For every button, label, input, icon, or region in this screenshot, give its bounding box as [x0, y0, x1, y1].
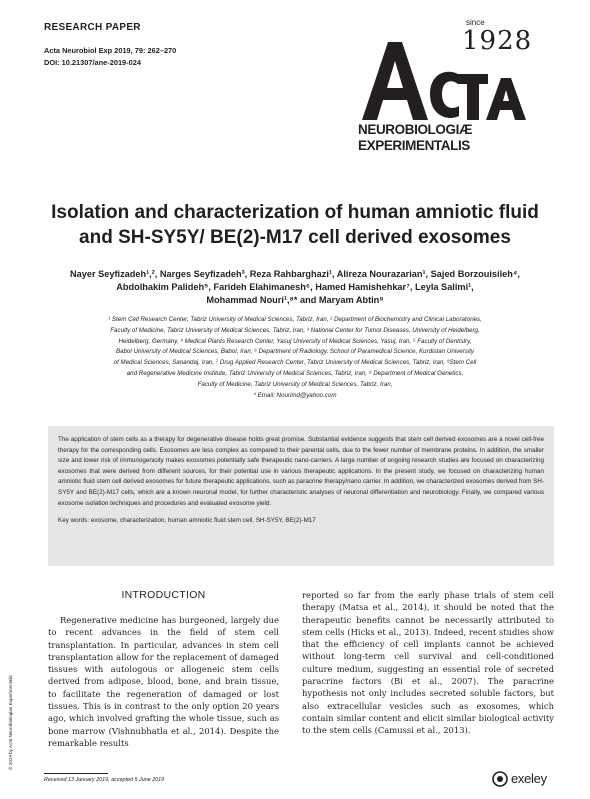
copyright-sidebar [8, 630, 18, 770]
acta-wordmark [358, 28, 528, 123]
body-column-left: Regenerative medicine has burgeoned, largely due to recent advances in the field of stem cell transplantation. In particular, advances in stem cell transplantation allow for the replacement of damaged tissues with autologous or allogeneic stem cells derived from adipose, blood, bone, and brain tissue, to facilitate the regeneration of damaged or lost tissues. This is in contrast to the only option 20 years ago, which involved grafting the whole tissue, such as bone marrow (Vishnubhatla et al., 2014). Despite the remarkable results [48, 615, 279, 748]
copyright-text: © 2019 by Acta Neurobiologiae Experimentalis [8, 675, 13, 770]
affiliation-line: Heidelberg, Germany, ⁴ Medical Plants Research Center, Yasuj University of Medical Sciences, Yasuj, Iran, ⁵ Faculty of Dentistry, [118, 337, 472, 345]
exeley-icon [492, 771, 508, 787]
article-type-label: RESEARCH PAPER [44, 22, 141, 33]
keywords: Key words: exosome, characterization, human amniotic fluid stem cell, SH-SY5Y, BE(2)-M17 [58, 517, 316, 525]
abstract-box [48, 426, 554, 566]
author-line: Nayer Seyfizadeh¹,², Narges Seyfizadeh³, Reza Rahbarghazi¹, Alireza Nourazarian¹, Sajed Borzouisileh⁴, [70, 269, 520, 279]
affiliation-line: ¹ Stem Cell Research Center, Tabriz University of Medical Sciences, Tabriz, Iran, ² Department of Biochemistry and Clinical Laboratories, [108, 316, 482, 323]
abstract-text: The application of stem cells as a therapy for degenerative disease holds great promise. Substantial evidence suggests that stem cell derived exosomes are a novel cell-free therapy for the corresponding cells. Exosomes are less complex as compared to their parental cells, due to the fewer number of membrane proteins. In addition, the smaller size and lower risk of immunogenicity makes exosomes potentially safe therapeutic nano-carriers. A large number of ongoing research studies are focused on characterizing exosomes that were derived from different sources, for their potential use in various therapeutic applications. In the present study, we focused on characterizing human amniotic fluid stem cell derived exosomes for future therapeutic applications, such as paracrine therapy/nano carrier. In addition, we characterized exosomes derived from SH-SY5Y and BE(2)-M17 cells, which are a known neuronal model, for further characteristic analyses of neuronal differentiation and neurobiology. Finally, we compared various exosome isolation techniques and procedures and evaluated exosome yield. [58, 436, 544, 507]
journal-logo [358, 18, 558, 168]
journal-citation: Acta Neurobiol Exp 2019, 79: 262–270 [44, 46, 177, 55]
affiliation-line: of Medical Sciences, Sanandaj, Iran, ⁷ Drug Applied Research Center, Tabriz University of Medical Sciences, Tabriz, Iran, ⁸Stem Cell [113, 359, 477, 367]
paper-title: Isolation and characterization of human amniotic fluid and SH-SY5Y/ BE(2)-M17 cell derived exosomes [51, 202, 539, 248]
author-line: Mohammad Nouri¹,⁸* and Maryam Abtin⁹ [206, 295, 384, 305]
affiliation-line: Faculty of Medicine, Tabriz University of Medical Sciences, Tabriz, Iran, ³ National Center for Tumor Diseases, University of Heidelberg, [110, 326, 480, 334]
section-heading-introduction: INTRODUCTION [121, 589, 206, 601]
publisher-logo [492, 769, 572, 789]
affiliation-line: Babol University of Medical Sciences, Babol, Iran, ⁶ Department of Radiology, School of Paramedical Science, Kurdistan University [115, 348, 475, 356]
received-date: Received 13 January 2019, accepted 5 June 2019 [44, 777, 165, 783]
publisher-name: exeley [511, 771, 547, 786]
author-line: Abdolhakim Palideh⁵, Farideh Elahimanesh⁶, Hamed Hamishehkar⁷, Leyla Salimi¹, [116, 282, 474, 292]
affiliation-line: Faculty of Medicine, Tabriz University of Medical Sciences, Tabriz, Iran, [197, 380, 393, 388]
affiliation-line: and Regenerative Medicine Institute, Tabriz University of Medical Sciences, Tabriz, Iran, ⁹ Department of Medical Genetics, [126, 369, 464, 377]
affiliation-list [40, 315, 550, 401]
logo-since: since [466, 18, 485, 27]
author-list [30, 268, 560, 307]
logo-journal-line2: EXPERIMENTALIS [358, 138, 470, 153]
logo-year: 1928 [462, 26, 533, 56]
logo-journal-line1: NEUROBIOLOGIÆ [358, 122, 473, 137]
corresponding-email: * Email: Nourimd@yahoo.com [253, 391, 337, 399]
body-column-right: reported so far from the early phase trials of stem cell therapy (Matsa et al., 2014), it should be noted that the therapeutic benefits cannot be necessarily attributed to stem cells (Hicks et al., 2013). Indeed, recent studies show that the efficiency of cell implants cannot be achieved without long-term cell survival and cell-conditioned culture medium, suggesting an essential role of secreted paracrine factors (Bi et al., 2007). The paracrine hypothesis not only includes secreted soluble factors, but also extracellular vesicles such as exosomes, which contain similar content and elicit similar biological activity to the stem cells (Camussi et al., 2013). [302, 590, 554, 736]
footnote-rule [44, 773, 108, 774]
doi: DOI: 10.21307/ane-2019-024 [44, 58, 141, 67]
